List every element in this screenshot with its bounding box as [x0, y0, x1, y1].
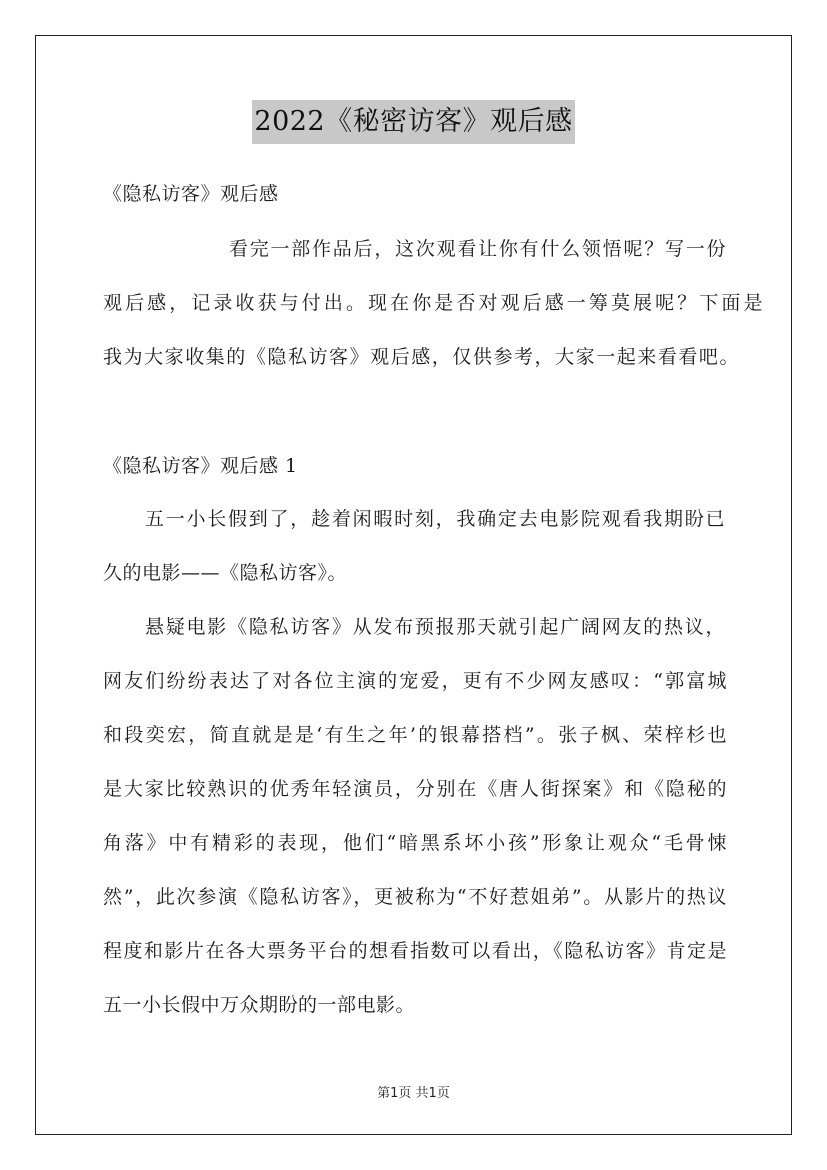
paragraph2-line-5: 角落》中有精彩的表现，他们“暗黑系坏小孩”形象让观众“毛骨悚: [103, 832, 727, 854]
paragraph2-line-2: 网友们纷纷表达了对各位主演的宠爱，更有不少网友感叹：“郭富城: [103, 670, 727, 692]
paragraph2-line-8: 五一小长假中万众期盼的一部电影。: [103, 994, 416, 1016]
paragraph2-line-6: 然”，此次参演《隐私访客》，更被称为“不好惹姐弟”。从影片的热议: [103, 886, 727, 908]
title-container: [0, 100, 827, 144]
section-heading: 《隐私访客》观后感 1: [103, 455, 298, 477]
paragraph2-line-7: 程度和影片在各大票务平台的想看指数可以看出，《隐私访客》肯定是: [103, 940, 727, 962]
paragraph2-line-4: 是大家比较熟识的优秀年轻演员，分别在《唐人街探案》和《隐秘的: [103, 778, 727, 800]
paragraph2-line-3: 和段奕宏，简直就是是‘有生之年’的银幕搭档”。张子枫、荣梓杉也: [103, 724, 727, 746]
intro-line-2: 观后感，记录收获与付出。现在你是否对观后感一筹莫展呢？下面是: [103, 292, 763, 314]
page-footer: 第1页 共1页: [377, 1086, 450, 1101]
paragraph1-line-1: 五一小长假到了，趁着闲暇时刻，我确定去电影院观看我期盼已: [145, 508, 725, 530]
paragraph2-line-1: 悬疑电影《隐私访客》从发布预报那天就引起广阔网友的热议，: [145, 616, 725, 638]
intro-line-3: 我为大家收集的《隐私访客》观后感，仅供参考，大家一起来看看吧。: [103, 346, 739, 368]
intro-line-1: 看完一部作品后，这次观看让你有什么领悟呢？写一份: [229, 238, 726, 260]
document-title: 2022《秘密访客》观后感: [252, 100, 574, 144]
subtitle: 《隐私访客》观后感: [103, 183, 279, 205]
paragraph1-line-2: 久的电影——《隐私访客》。: [103, 562, 348, 584]
